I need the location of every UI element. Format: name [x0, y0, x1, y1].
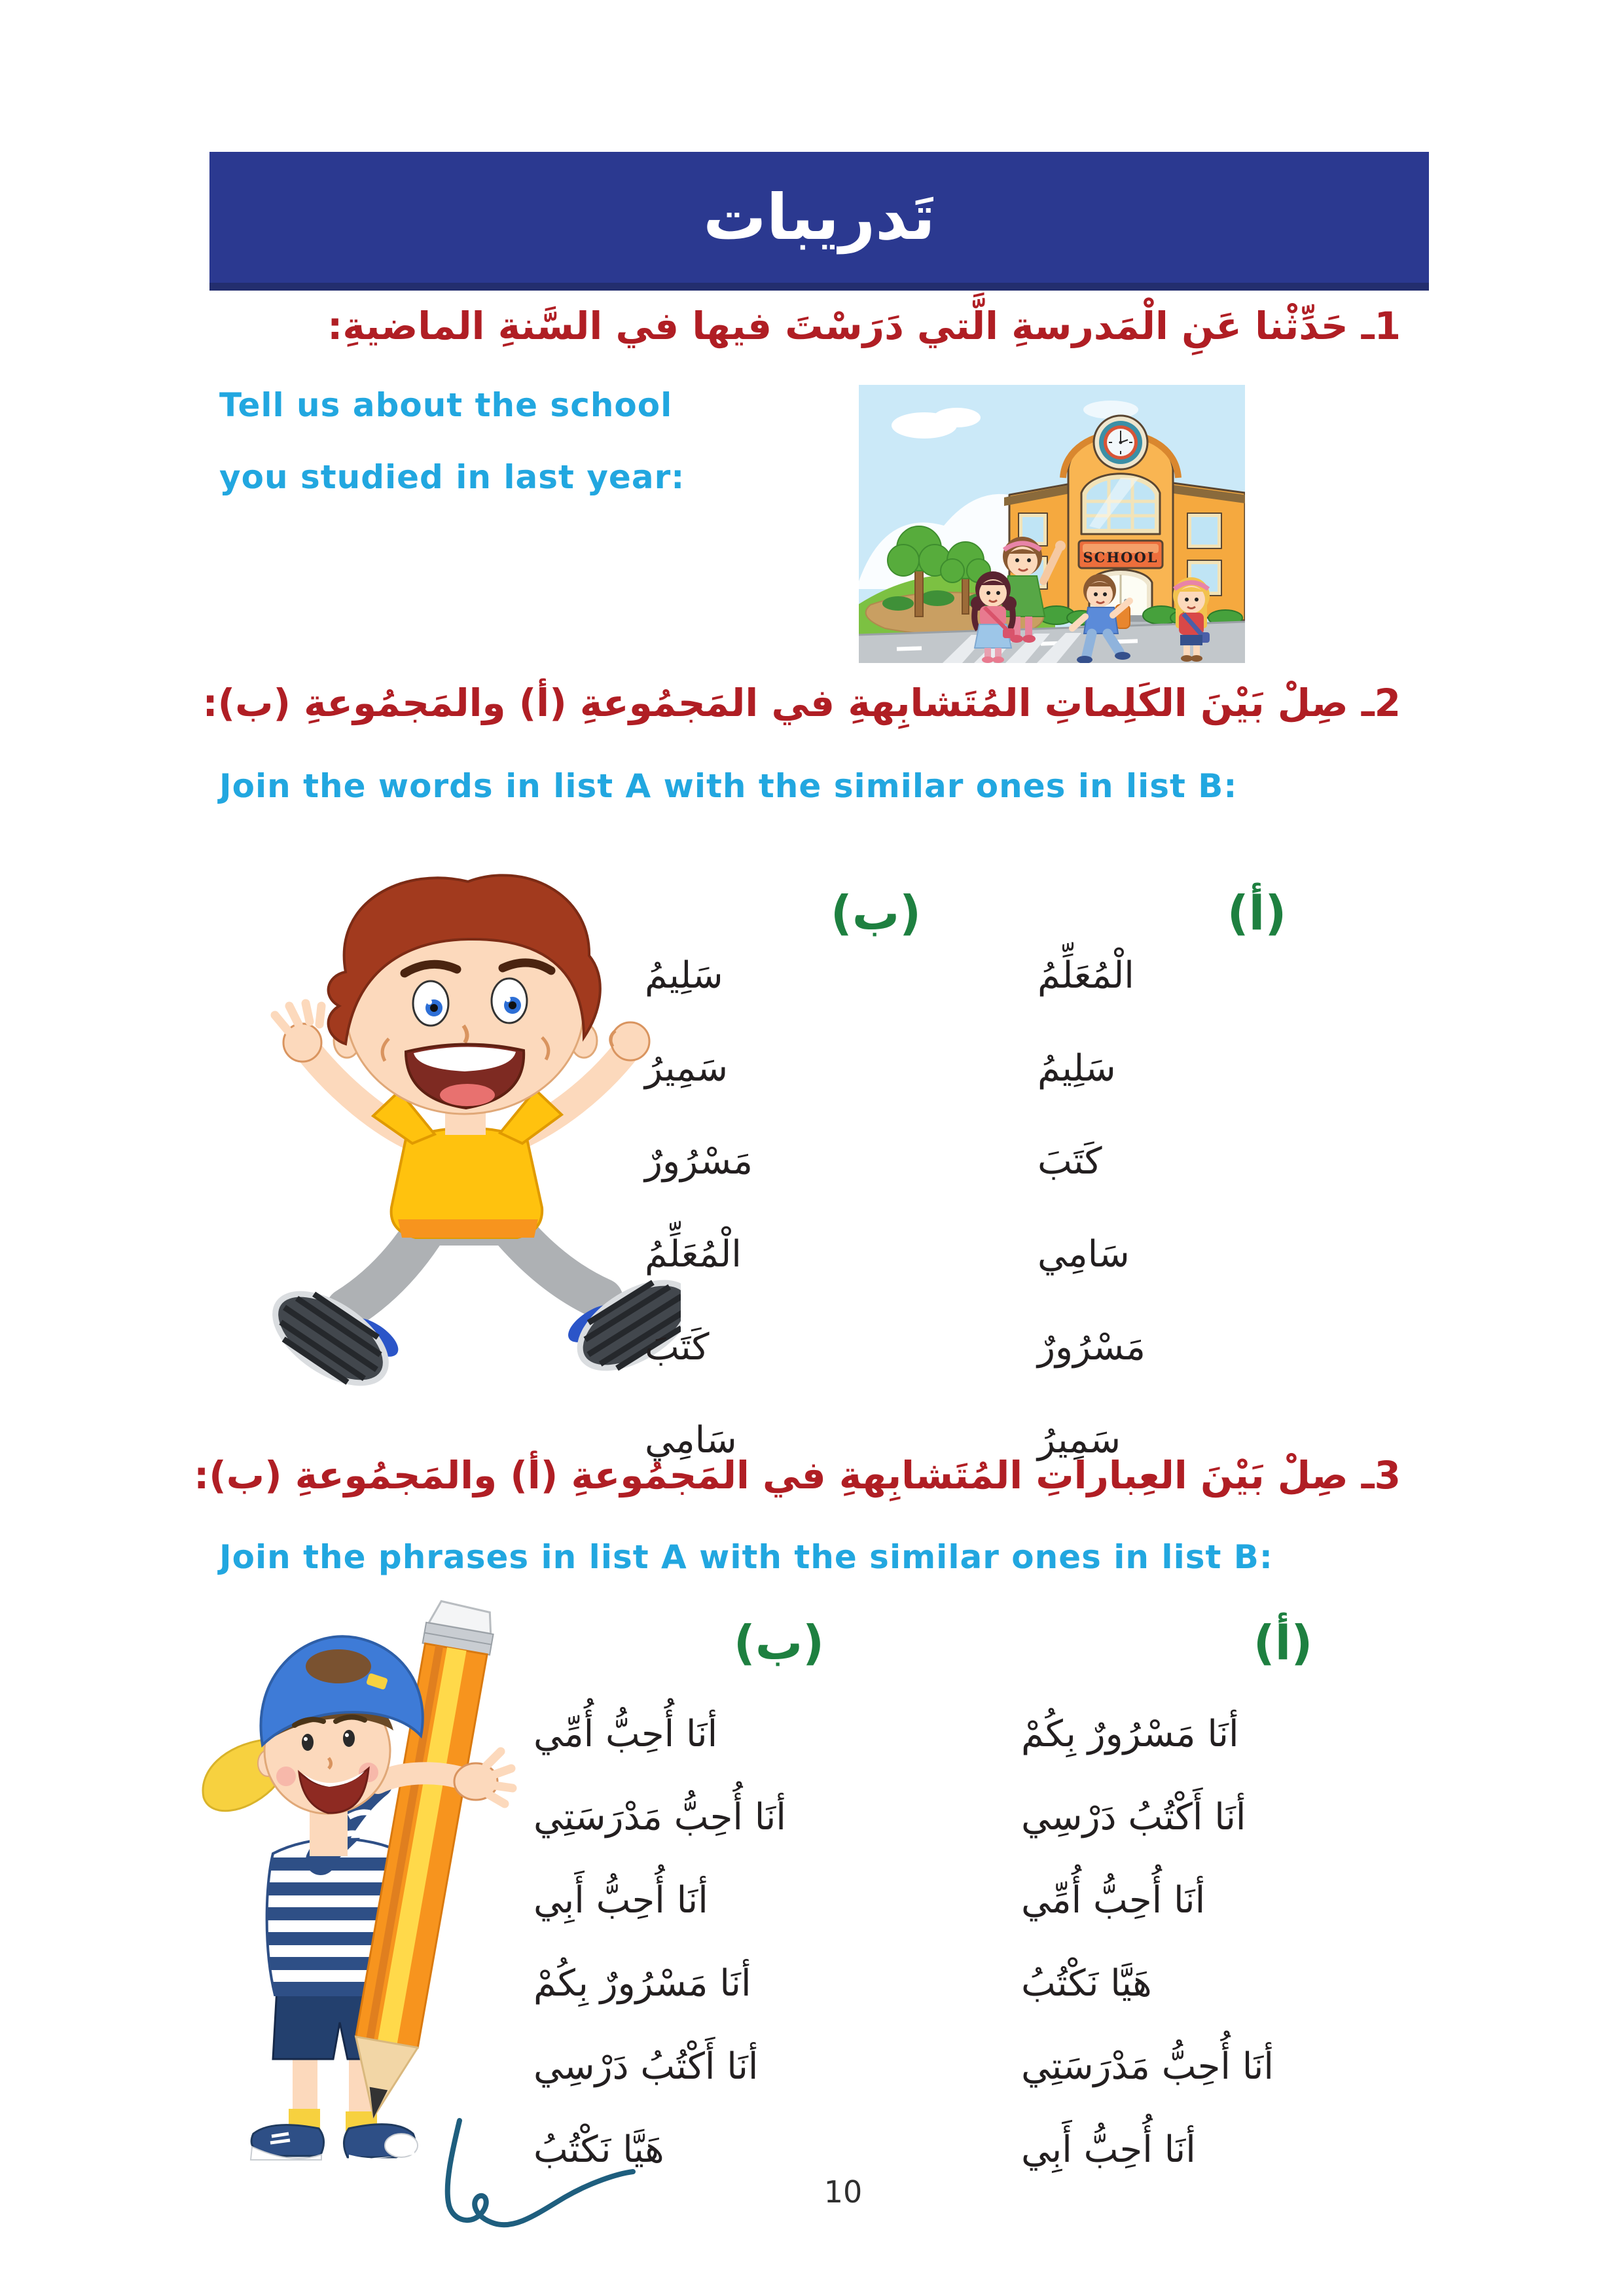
right-sneaker-icon: [344, 2125, 418, 2160]
exercise1-title-english-line1: Tell us about the school: [219, 386, 673, 424]
ex2-list-a-item: سَامِي: [1038, 1233, 1130, 1276]
ex3-list-a-item: أنَا أُحِبُّ أَبِي: [1021, 2128, 1196, 2171]
ex3-list-a-item: أنَا مَسْرُورٌ بِكُمْ: [1021, 1712, 1239, 1755]
ex2-list-a-item: مَسْرُورٌ: [1038, 1326, 1146, 1369]
ex2-list-b-item: سَامِي: [645, 1419, 737, 1462]
exercise1-title-arabic: 1ـ حَدِّثْنا عَنِ الْمَدرسةِ الَّتي دَرَسْتَ فيها في السَّنةِ الماضيةِ:: [327, 304, 1401, 348]
tshirt-hem: [398, 1219, 538, 1238]
exercise3-list-b: [533, 1693, 900, 2191]
page-number: 10: [823, 2174, 863, 2210]
exercise2-list-b-header: (ب): [830, 886, 922, 941]
ex3-list-b-item: هَيَّا نَكْتُبُ: [533, 2128, 664, 2171]
clock-icon: [1094, 416, 1147, 469]
ex3-list-a-item: أنَا أَكْتُبُ دَرْسِي: [1021, 1795, 1246, 1839]
exercise2-list-a: [1038, 929, 1319, 1487]
ex2-list-a-item: سَمِيرُ: [1038, 1419, 1121, 1462]
ex2-list-b-item: سَمِيرُ: [645, 1047, 729, 1090]
school-sign: [1079, 541, 1163, 568]
exercise3-list-b-header: (ب): [733, 1615, 825, 1670]
exercise3-list-a: [1021, 1693, 1388, 2191]
ex3-list-b-item: أنَا أُحِبُّ مَدْرَسَتِي: [533, 1795, 786, 1839]
ex3-list-b-item: أنَا أَكْتُبُ دَرْسِي: [533, 2045, 759, 2088]
exercise2-title-arabic: 2ـ صِلْ بَيْنَ الكَلِماتِ المُتَشابِهةِ في المَجمُوعةِ (أ) والمَجمُوعةِ (ب):: [202, 681, 1401, 725]
exercise3-list-a-header: (أ): [1253, 1615, 1313, 1670]
ex3-list-b-item: أنَا أُحِبُّ أَبِي: [533, 1878, 708, 1922]
exercise2-list-a-header: (أ): [1227, 886, 1287, 941]
school-scene-svg: [859, 385, 1245, 663]
exercise3-title-english: Join the phrases in list A with the similar ones in list B:: [219, 1538, 1273, 1576]
cap-panel: [306, 1649, 371, 1683]
ex2-list-a-item: كَتَبَ: [1038, 1140, 1102, 1183]
ex3-list-a-item: هَيَّا نَكْتُبُ: [1021, 1962, 1152, 2005]
forearm: [378, 1773, 460, 1783]
ex2-list-b-item: الْمُعَلِّمُ: [645, 1233, 742, 1276]
school-scene-illustration: [859, 385, 1245, 663]
ex2-list-a-item: سَلِيمُ: [1038, 1047, 1116, 1090]
left-sneaker-icon: [251, 2125, 324, 2160]
exercises-banner: [209, 152, 1429, 291]
exercise1-title-english-line2: you studied in last year:: [219, 458, 685, 496]
ex2-list-b-item: مَسْرُورٌ: [645, 1140, 753, 1183]
banner-title: تَدريبات: [703, 181, 935, 254]
ex2-list-b-item: سَلِيمُ: [645, 954, 723, 997]
jumping-boy-svg: [249, 841, 681, 1401]
ex3-list-a-item: أنَا أُحِبُّ أُمِّي: [1021, 1878, 1206, 1922]
ex3-list-a-item: أنَا أُحِبُّ مَدْرَسَتِي: [1021, 2045, 1274, 2088]
exercise2-list-b: [645, 929, 926, 1487]
ex3-list-b-item: أنَا أُحِبُّ أُمِّي: [533, 1712, 718, 1755]
jumping-boy-illustration: [249, 841, 681, 1401]
ex2-list-a-item: الْمُعَلِّمُ: [1038, 954, 1134, 997]
exercise2-title-english: Join the words in list A with the similar ones in list B:: [219, 767, 1238, 805]
exercise3-title-arabic: 3ـ صِلْ بَيْنَ العِباراتِ المُتَشابِهةِ في المَجمُوعةِ (أ) والمَجمُوعةِ (ب):: [194, 1453, 1401, 1498]
ex2-list-b-item: كَتَبَ: [645, 1326, 710, 1369]
ex3-list-b-item: أنَا مَسْرُورٌ بِكُمْ: [533, 1962, 751, 2005]
school-sign-text: SCHOOL: [1083, 549, 1159, 565]
right-fist: [611, 1022, 649, 1060]
